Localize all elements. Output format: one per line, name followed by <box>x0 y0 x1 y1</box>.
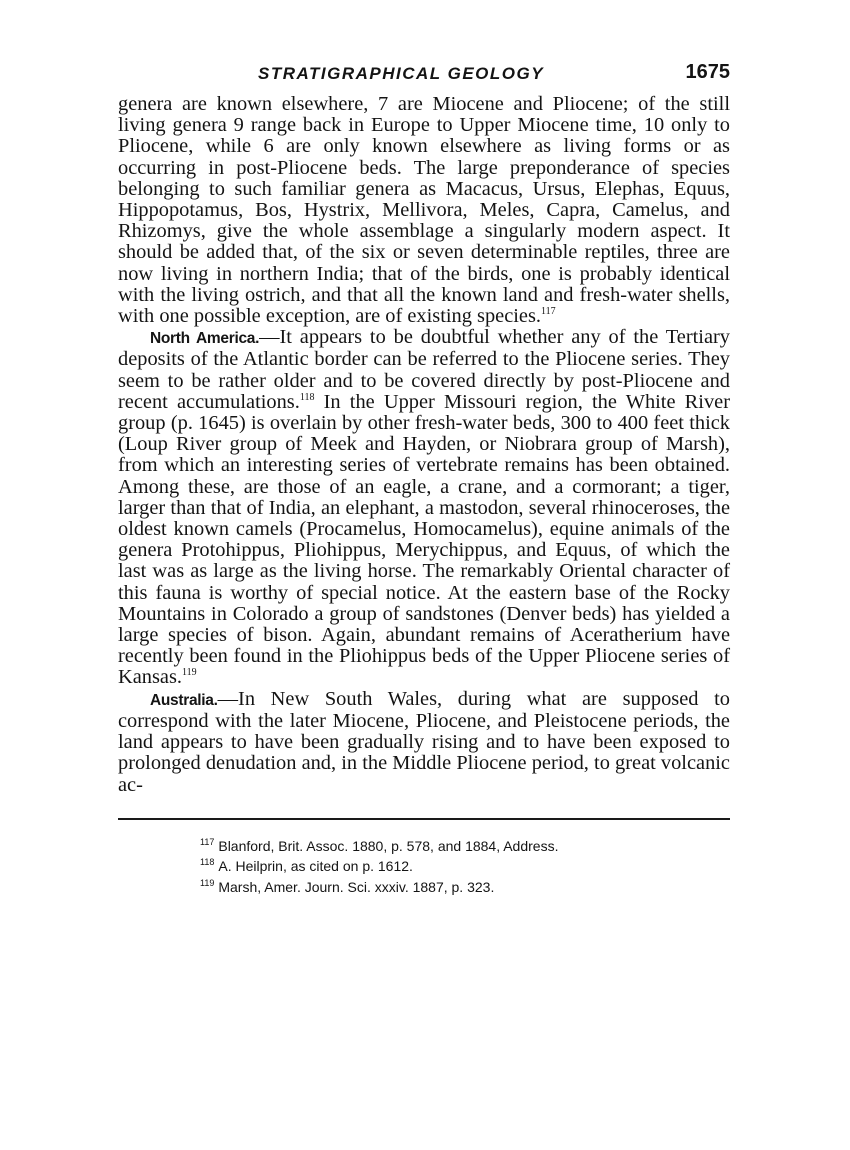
footnote-reference[interactable]: 118 <box>299 391 315 403</box>
page-number: 1675 <box>685 61 730 83</box>
paragraph-north-america <box>118 327 730 688</box>
paragraph-text: —It appears to be doubtful whether any of the Tertiary deposits of the Atlantic border can be referred to the Pliocene series. They seem to be rather older and to be covered directly by post-Pliocene and recent accumulations. <box>118 326 731 413</box>
footnote-mark: 119 <box>200 877 215 888</box>
footnote <box>200 854 730 875</box>
paragraph-continuation <box>118 94 730 327</box>
footnote <box>200 875 730 896</box>
section-lead-australia: Australia. <box>150 691 218 709</box>
book-page <box>118 58 730 895</box>
running-title: STRATIGRAPHICAL GEOLOGY <box>258 64 545 83</box>
section-lead-north-america: North America. <box>150 330 260 348</box>
footnote-divider <box>118 818 730 820</box>
paragraph-text: —In New South Wales, during what are supposed to correspond with the later Miocene, Pliocene, and Pleistocene periods, the land appears to have been gradually rising and to have been exposed to prolonged denudation and, in the Middle Pliocene period, to great volcanic ac- <box>118 687 730 796</box>
footnote-text: A. Heilprin, as cited on p. 1612. <box>218 858 413 875</box>
paragraph-text: In the Upper Missouri region, the White River group (p. 1645) is overlain by other fresh-water beds, 300 to 400 feet thick (Loup River group of Meek and Hayden, or Niobrara group of Marsh), from which an interesting series of vertebrate remains has been obtained. Among these, are those of an eagle, a crane, and a cormorant; a tiger, larger than that of India, an elephant, a mastodon, several rhinoceroses, the oldest known camels (Procamelus, Homocamelus), equine animals of the genera Protohippus, Pliohippus, Merychippus, and Equus, of which the last was as large as the living horse. The remarkably Oriental character of this fauna is worthy of special notice. At the eastern base of the Rocky Mountains in Colorado a group of sandstones (Denver beds) has yielded a large species of bison. Again, abundant remains of Aceratherium have recently been found in the Pliohippus beds of the Upper Pliocene series of Kansas. <box>118 390 730 689</box>
footnote-reference[interactable]: 117 <box>541 306 556 318</box>
footnote-reference[interactable]: 119 <box>182 667 197 679</box>
footnote <box>200 834 730 855</box>
paragraph-australia <box>118 689 730 796</box>
footnote-mark: 118 <box>200 857 215 868</box>
paragraph-text: genera are known elsewhere, 7 are Miocene and Pliocene; of the still living genera 9 range back in Europe to Upper Miocene time, 10 only to Pliocene, while 6 are only known elsewhere as living forms or as occurring in post-Pliocene beds. The large preponderance of species belonging to such familiar genera as Macacus, Ursus, Elephas, Equus, Hippopotamus, Bos, Hystrix, Mellivora, Meles, Capra, Camelus, and Rhizomys, give the whole assemblage a singularly modern aspect. It should be added that, of the six or seven determinable reptiles, three are now living in northern India; that of the birds, one is probably identical with the living ostrich, and that all the known land and fresh-water shells, with one possible exception, are of existing species. <box>118 93 730 328</box>
footnote-text: Marsh, Amer. Journ. Sci. xxxiv. 1887, p. 323. <box>218 878 495 895</box>
footnotes <box>200 834 730 896</box>
footnote-mark: 117 <box>200 836 215 847</box>
page-header <box>118 58 730 94</box>
footnote-text: Blanford, Brit. Assoc. 1880, p. 578, and 1884, Address. <box>218 837 559 854</box>
